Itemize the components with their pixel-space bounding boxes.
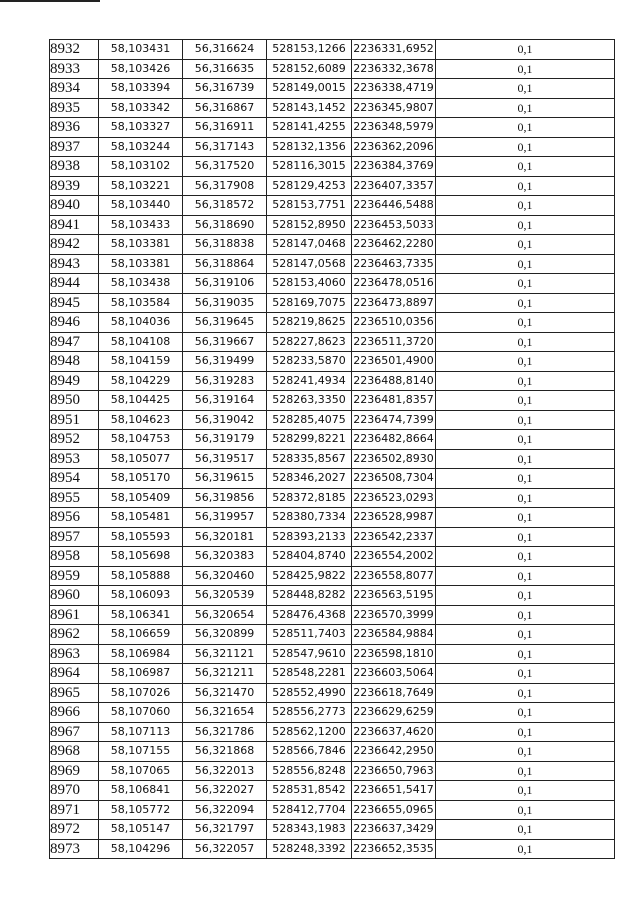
latitude-cell: 58,105077 <box>99 449 183 469</box>
longitude-cell: 56,319667 <box>183 332 267 352</box>
point-number-cell: 8945 <box>50 293 99 313</box>
x-coordinate-cell: 528153,4060 <box>267 274 352 294</box>
accuracy-cell: 0,1 <box>436 547 615 567</box>
point-number-cell: 8970 <box>50 781 99 801</box>
point-number-cell: 8955 <box>50 488 99 508</box>
accuracy-cell: 0,1 <box>436 449 615 469</box>
table-row <box>50 722 615 742</box>
accuracy-cell: 0,1 <box>436 488 615 508</box>
y-coordinate-cell: 2236501,4900 <box>352 352 436 372</box>
longitude-cell: 56,316911 <box>183 118 267 138</box>
accuracy-cell: 0,1 <box>436 176 615 196</box>
longitude-cell: 56,320383 <box>183 547 267 567</box>
y-coordinate-cell: 2236482,8664 <box>352 430 436 450</box>
accuracy-cell: 0,1 <box>436 293 615 313</box>
longitude-cell: 56,319499 <box>183 352 267 372</box>
x-coordinate-cell: 528511,7403 <box>267 625 352 645</box>
y-coordinate-cell: 2236584,9884 <box>352 625 436 645</box>
x-coordinate-cell: 528219,8625 <box>267 313 352 333</box>
y-coordinate-cell: 2236511,3720 <box>352 332 436 352</box>
table-row <box>50 703 615 723</box>
longitude-cell: 56,320539 <box>183 586 267 606</box>
y-coordinate-cell: 2236652,3535 <box>352 839 436 859</box>
latitude-cell: 58,103431 <box>99 40 183 60</box>
x-coordinate-cell: 528153,1266 <box>267 40 352 60</box>
x-coordinate-cell: 528132,1356 <box>267 137 352 157</box>
x-coordinate-cell: 528147,0568 <box>267 254 352 274</box>
accuracy-cell: 0,1 <box>436 683 615 703</box>
table-row <box>50 605 615 625</box>
longitude-cell: 56,319517 <box>183 449 267 469</box>
table-row <box>50 644 615 664</box>
table-row <box>50 742 615 762</box>
accuracy-cell: 0,1 <box>436 371 615 391</box>
latitude-cell: 58,103584 <box>99 293 183 313</box>
latitude-cell: 58,105772 <box>99 800 183 820</box>
latitude-cell: 58,103426 <box>99 59 183 79</box>
table-row <box>50 469 615 489</box>
longitude-cell: 56,320899 <box>183 625 267 645</box>
point-number-cell: 8965 <box>50 683 99 703</box>
y-coordinate-cell: 2236446,5488 <box>352 196 436 216</box>
point-number-cell: 8972 <box>50 820 99 840</box>
accuracy-cell: 0,1 <box>436 430 615 450</box>
longitude-cell: 56,321654 <box>183 703 267 723</box>
y-coordinate-cell: 2236637,4620 <box>352 722 436 742</box>
x-coordinate-cell: 528152,8950 <box>267 215 352 235</box>
latitude-cell: 58,107060 <box>99 703 183 723</box>
latitude-cell: 58,103433 <box>99 215 183 235</box>
table-row <box>50 98 615 118</box>
x-coordinate-cell: 528299,8221 <box>267 430 352 450</box>
x-coordinate-cell: 528448,8282 <box>267 586 352 606</box>
x-coordinate-cell: 528343,1983 <box>267 820 352 840</box>
accuracy-cell: 0,1 <box>436 527 615 547</box>
longitude-cell: 56,322027 <box>183 781 267 801</box>
page-top-rule <box>0 0 100 2</box>
latitude-cell: 58,105481 <box>99 508 183 528</box>
table-row <box>50 625 615 645</box>
point-number-cell: 8941 <box>50 215 99 235</box>
latitude-cell: 58,104425 <box>99 391 183 411</box>
y-coordinate-cell: 2236474,7399 <box>352 410 436 430</box>
x-coordinate-cell: 528566,7846 <box>267 742 352 762</box>
table-row <box>50 839 615 859</box>
table-row <box>50 800 615 820</box>
latitude-cell: 58,106987 <box>99 664 183 684</box>
x-coordinate-cell: 528285,4075 <box>267 410 352 430</box>
latitude-cell: 58,104036 <box>99 313 183 333</box>
longitude-cell: 56,320654 <box>183 605 267 625</box>
table-row <box>50 410 615 430</box>
longitude-cell: 56,322013 <box>183 761 267 781</box>
table-row <box>50 664 615 684</box>
x-coordinate-cell: 528169,7075 <box>267 293 352 313</box>
x-coordinate-cell: 528425,9822 <box>267 566 352 586</box>
table-row <box>50 566 615 586</box>
x-coordinate-cell: 528380,7334 <box>267 508 352 528</box>
table-row <box>50 254 615 274</box>
y-coordinate-cell: 2236338,4719 <box>352 79 436 99</box>
accuracy-cell: 0,1 <box>436 410 615 430</box>
x-coordinate-cell: 528404,8740 <box>267 547 352 567</box>
table-row <box>50 79 615 99</box>
latitude-cell: 58,103440 <box>99 196 183 216</box>
longitude-cell: 56,317908 <box>183 176 267 196</box>
longitude-cell: 56,319856 <box>183 488 267 508</box>
table-row <box>50 761 615 781</box>
y-coordinate-cell: 2236637,3429 <box>352 820 436 840</box>
x-coordinate-cell: 528548,2281 <box>267 664 352 684</box>
latitude-cell: 58,103327 <box>99 118 183 138</box>
x-coordinate-cell: 528263,3350 <box>267 391 352 411</box>
longitude-cell: 56,316635 <box>183 59 267 79</box>
point-number-cell: 8940 <box>50 196 99 216</box>
y-coordinate-cell: 2236345,9807 <box>352 98 436 118</box>
table-row <box>50 274 615 294</box>
point-number-cell: 8943 <box>50 254 99 274</box>
x-coordinate-cell: 528562,1200 <box>267 722 352 742</box>
longitude-cell: 56,319035 <box>183 293 267 313</box>
point-number-cell: 8968 <box>50 742 99 762</box>
longitude-cell: 56,319106 <box>183 274 267 294</box>
table-row <box>50 313 615 333</box>
table-row <box>50 430 615 450</box>
point-number-cell: 8932 <box>50 40 99 60</box>
latitude-cell: 58,106093 <box>99 586 183 606</box>
x-coordinate-cell: 528149,0015 <box>267 79 352 99</box>
point-number-cell: 8967 <box>50 722 99 742</box>
longitude-cell: 56,317520 <box>183 157 267 177</box>
table-row <box>50 235 615 255</box>
coordinates-table <box>49 39 615 859</box>
y-coordinate-cell: 2236570,3999 <box>352 605 436 625</box>
accuracy-cell: 0,1 <box>436 703 615 723</box>
latitude-cell: 58,105147 <box>99 820 183 840</box>
x-coordinate-cell: 528556,2773 <box>267 703 352 723</box>
point-number-cell: 8946 <box>50 313 99 333</box>
point-number-cell: 8962 <box>50 625 99 645</box>
point-number-cell: 8956 <box>50 508 99 528</box>
latitude-cell: 58,103221 <box>99 176 183 196</box>
x-coordinate-cell: 528233,5870 <box>267 352 352 372</box>
point-number-cell: 8960 <box>50 586 99 606</box>
point-number-cell: 8950 <box>50 391 99 411</box>
latitude-cell: 58,103381 <box>99 235 183 255</box>
table-row <box>50 449 615 469</box>
y-coordinate-cell: 2236478,0516 <box>352 274 436 294</box>
point-number-cell: 8935 <box>50 98 99 118</box>
longitude-cell: 56,319042 <box>183 410 267 430</box>
y-coordinate-cell: 2236481,8357 <box>352 391 436 411</box>
table-row <box>50 820 615 840</box>
longitude-cell: 56,318572 <box>183 196 267 216</box>
y-coordinate-cell: 2236650,7963 <box>352 761 436 781</box>
accuracy-cell: 0,1 <box>436 98 615 118</box>
accuracy-cell: 0,1 <box>436 508 615 528</box>
point-number-cell: 8957 <box>50 527 99 547</box>
point-number-cell: 8948 <box>50 352 99 372</box>
x-coordinate-cell: 528552,4990 <box>267 683 352 703</box>
x-coordinate-cell: 528147,0468 <box>267 235 352 255</box>
accuracy-cell: 0,1 <box>436 605 615 625</box>
longitude-cell: 56,317143 <box>183 137 267 157</box>
table-row <box>50 59 615 79</box>
latitude-cell: 58,106341 <box>99 605 183 625</box>
point-number-cell: 8947 <box>50 332 99 352</box>
point-number-cell: 8944 <box>50 274 99 294</box>
latitude-cell: 58,105593 <box>99 527 183 547</box>
x-coordinate-cell: 528556,8248 <box>267 761 352 781</box>
longitude-cell: 56,319615 <box>183 469 267 489</box>
table-row <box>50 547 615 567</box>
table-row <box>50 371 615 391</box>
accuracy-cell: 0,1 <box>436 742 615 762</box>
accuracy-cell: 0,1 <box>436 820 615 840</box>
table-row <box>50 352 615 372</box>
accuracy-cell: 0,1 <box>436 274 615 294</box>
x-coordinate-cell: 528393,2133 <box>267 527 352 547</box>
y-coordinate-cell: 2236629,6259 <box>352 703 436 723</box>
point-number-cell: 8966 <box>50 703 99 723</box>
accuracy-cell: 0,1 <box>436 215 615 235</box>
y-coordinate-cell: 2236508,7304 <box>352 469 436 489</box>
y-coordinate-cell: 2236598,1810 <box>352 644 436 664</box>
y-coordinate-cell: 2236453,5033 <box>352 215 436 235</box>
x-coordinate-cell: 528547,9610 <box>267 644 352 664</box>
latitude-cell: 58,103244 <box>99 137 183 157</box>
y-coordinate-cell: 2236528,9987 <box>352 508 436 528</box>
point-number-cell: 8963 <box>50 644 99 664</box>
y-coordinate-cell: 2236655,0965 <box>352 800 436 820</box>
latitude-cell: 58,104159 <box>99 352 183 372</box>
table-row <box>50 293 615 313</box>
accuracy-cell: 0,1 <box>436 664 615 684</box>
point-number-cell: 8936 <box>50 118 99 138</box>
y-coordinate-cell: 2236563,5195 <box>352 586 436 606</box>
longitude-cell: 56,319164 <box>183 391 267 411</box>
longitude-cell: 56,321797 <box>183 820 267 840</box>
x-coordinate-cell: 528412,7704 <box>267 800 352 820</box>
latitude-cell: 58,104623 <box>99 410 183 430</box>
y-coordinate-cell: 2236510,0356 <box>352 313 436 333</box>
accuracy-cell: 0,1 <box>436 566 615 586</box>
longitude-cell: 56,316624 <box>183 40 267 60</box>
y-coordinate-cell: 2236407,3357 <box>352 176 436 196</box>
longitude-cell: 56,320460 <box>183 566 267 586</box>
accuracy-cell: 0,1 <box>436 625 615 645</box>
y-coordinate-cell: 2236603,5064 <box>352 664 436 684</box>
table-row <box>50 157 615 177</box>
longitude-cell: 56,318690 <box>183 215 267 235</box>
longitude-cell: 56,318864 <box>183 254 267 274</box>
table-row <box>50 137 615 157</box>
accuracy-cell: 0,1 <box>436 254 615 274</box>
x-coordinate-cell: 528143,1452 <box>267 98 352 118</box>
longitude-cell: 56,321121 <box>183 644 267 664</box>
latitude-cell: 58,103102 <box>99 157 183 177</box>
point-number-cell: 8969 <box>50 761 99 781</box>
x-coordinate-cell: 528227,8623 <box>267 332 352 352</box>
latitude-cell: 58,105409 <box>99 488 183 508</box>
accuracy-cell: 0,1 <box>436 352 615 372</box>
accuracy-cell: 0,1 <box>436 800 615 820</box>
latitude-cell: 58,103438 <box>99 274 183 294</box>
y-coordinate-cell: 2236488,8140 <box>352 371 436 391</box>
latitude-cell: 58,103342 <box>99 98 183 118</box>
y-coordinate-cell: 2236473,8897 <box>352 293 436 313</box>
x-coordinate-cell: 528335,8567 <box>267 449 352 469</box>
longitude-cell: 56,320181 <box>183 527 267 547</box>
latitude-cell: 58,105170 <box>99 469 183 489</box>
x-coordinate-cell: 528531,8542 <box>267 781 352 801</box>
table-row <box>50 196 615 216</box>
point-number-cell: 8939 <box>50 176 99 196</box>
latitude-cell: 58,106841 <box>99 781 183 801</box>
point-number-cell: 8951 <box>50 410 99 430</box>
latitude-cell: 58,104753 <box>99 430 183 450</box>
table-row <box>50 332 615 352</box>
latitude-cell: 58,106984 <box>99 644 183 664</box>
accuracy-cell: 0,1 <box>436 235 615 255</box>
point-number-cell: 8959 <box>50 566 99 586</box>
x-coordinate-cell: 528476,4368 <box>267 605 352 625</box>
y-coordinate-cell: 2236332,3678 <box>352 59 436 79</box>
accuracy-cell: 0,1 <box>436 196 615 216</box>
longitude-cell: 56,316867 <box>183 98 267 118</box>
point-number-cell: 8938 <box>50 157 99 177</box>
point-number-cell: 8971 <box>50 800 99 820</box>
y-coordinate-cell: 2236331,6952 <box>352 40 436 60</box>
y-coordinate-cell: 2236651,5417 <box>352 781 436 801</box>
table-row <box>50 118 615 138</box>
latitude-cell: 58,107026 <box>99 683 183 703</box>
x-coordinate-cell: 528152,6089 <box>267 59 352 79</box>
longitude-cell: 56,322094 <box>183 800 267 820</box>
longitude-cell: 56,318838 <box>183 235 267 255</box>
x-coordinate-cell: 528116,3015 <box>267 157 352 177</box>
longitude-cell: 56,319283 <box>183 371 267 391</box>
y-coordinate-cell: 2236348,5979 <box>352 118 436 138</box>
latitude-cell: 58,103394 <box>99 79 183 99</box>
accuracy-cell: 0,1 <box>436 137 615 157</box>
point-number-cell: 8953 <box>50 449 99 469</box>
table-row <box>50 586 615 606</box>
x-coordinate-cell: 528141,4255 <box>267 118 352 138</box>
table-row <box>50 781 615 801</box>
point-number-cell: 8958 <box>50 547 99 567</box>
latitude-cell: 58,104296 <box>99 839 183 859</box>
y-coordinate-cell: 2236523,0293 <box>352 488 436 508</box>
point-number-cell: 8933 <box>50 59 99 79</box>
accuracy-cell: 0,1 <box>436 332 615 352</box>
table-row <box>50 40 615 60</box>
y-coordinate-cell: 2236362,2096 <box>352 137 436 157</box>
table-row <box>50 176 615 196</box>
accuracy-cell: 0,1 <box>436 644 615 664</box>
point-number-cell: 8954 <box>50 469 99 489</box>
y-coordinate-cell: 2236618,7649 <box>352 683 436 703</box>
table-row <box>50 215 615 235</box>
accuracy-cell: 0,1 <box>436 59 615 79</box>
accuracy-cell: 0,1 <box>436 586 615 606</box>
latitude-cell: 58,107155 <box>99 742 183 762</box>
x-coordinate-cell: 528153,7751 <box>267 196 352 216</box>
point-number-cell: 8964 <box>50 664 99 684</box>
point-number-cell: 8934 <box>50 79 99 99</box>
table-row <box>50 683 615 703</box>
table-row <box>50 527 615 547</box>
table-row <box>50 391 615 411</box>
accuracy-cell: 0,1 <box>436 781 615 801</box>
accuracy-cell: 0,1 <box>436 157 615 177</box>
latitude-cell: 58,107065 <box>99 761 183 781</box>
accuracy-cell: 0,1 <box>436 761 615 781</box>
y-coordinate-cell: 2236558,8077 <box>352 566 436 586</box>
point-number-cell: 8973 <box>50 839 99 859</box>
accuracy-cell: 0,1 <box>436 118 615 138</box>
x-coordinate-cell: 528346,2027 <box>267 469 352 489</box>
accuracy-cell: 0,1 <box>436 79 615 99</box>
y-coordinate-cell: 2236542,2337 <box>352 527 436 547</box>
accuracy-cell: 0,1 <box>436 40 615 60</box>
longitude-cell: 56,321786 <box>183 722 267 742</box>
y-coordinate-cell: 2236384,3769 <box>352 157 436 177</box>
latitude-cell: 58,107113 <box>99 722 183 742</box>
table-row <box>50 508 615 528</box>
longitude-cell: 56,319179 <box>183 430 267 450</box>
latitude-cell: 58,103381 <box>99 254 183 274</box>
latitude-cell: 58,105698 <box>99 547 183 567</box>
y-coordinate-cell: 2236463,7335 <box>352 254 436 274</box>
accuracy-cell: 0,1 <box>436 839 615 859</box>
longitude-cell: 56,321470 <box>183 683 267 703</box>
accuracy-cell: 0,1 <box>436 469 615 489</box>
y-coordinate-cell: 2236554,2002 <box>352 547 436 567</box>
longitude-cell: 56,321868 <box>183 742 267 762</box>
point-number-cell: 8942 <box>50 235 99 255</box>
x-coordinate-cell: 528248,3392 <box>267 839 352 859</box>
table-row <box>50 488 615 508</box>
accuracy-cell: 0,1 <box>436 722 615 742</box>
y-coordinate-cell: 2236462,2280 <box>352 235 436 255</box>
accuracy-cell: 0,1 <box>436 391 615 411</box>
latitude-cell: 58,104229 <box>99 371 183 391</box>
latitude-cell: 58,105888 <box>99 566 183 586</box>
longitude-cell: 56,319645 <box>183 313 267 333</box>
longitude-cell: 56,316739 <box>183 79 267 99</box>
longitude-cell: 56,322057 <box>183 839 267 859</box>
latitude-cell: 58,104108 <box>99 332 183 352</box>
point-number-cell: 8961 <box>50 605 99 625</box>
x-coordinate-cell: 528241,4934 <box>267 371 352 391</box>
longitude-cell: 56,319957 <box>183 508 267 528</box>
x-coordinate-cell: 528372,8185 <box>267 488 352 508</box>
x-coordinate-cell: 528129,4253 <box>267 176 352 196</box>
longitude-cell: 56,321211 <box>183 664 267 684</box>
y-coordinate-cell: 2236642,2950 <box>352 742 436 762</box>
coordinates-table-body <box>50 40 615 859</box>
accuracy-cell: 0,1 <box>436 313 615 333</box>
y-coordinate-cell: 2236502,8930 <box>352 449 436 469</box>
point-number-cell: 8949 <box>50 371 99 391</box>
point-number-cell: 8937 <box>50 137 99 157</box>
point-number-cell: 8952 <box>50 430 99 450</box>
latitude-cell: 58,106659 <box>99 625 183 645</box>
